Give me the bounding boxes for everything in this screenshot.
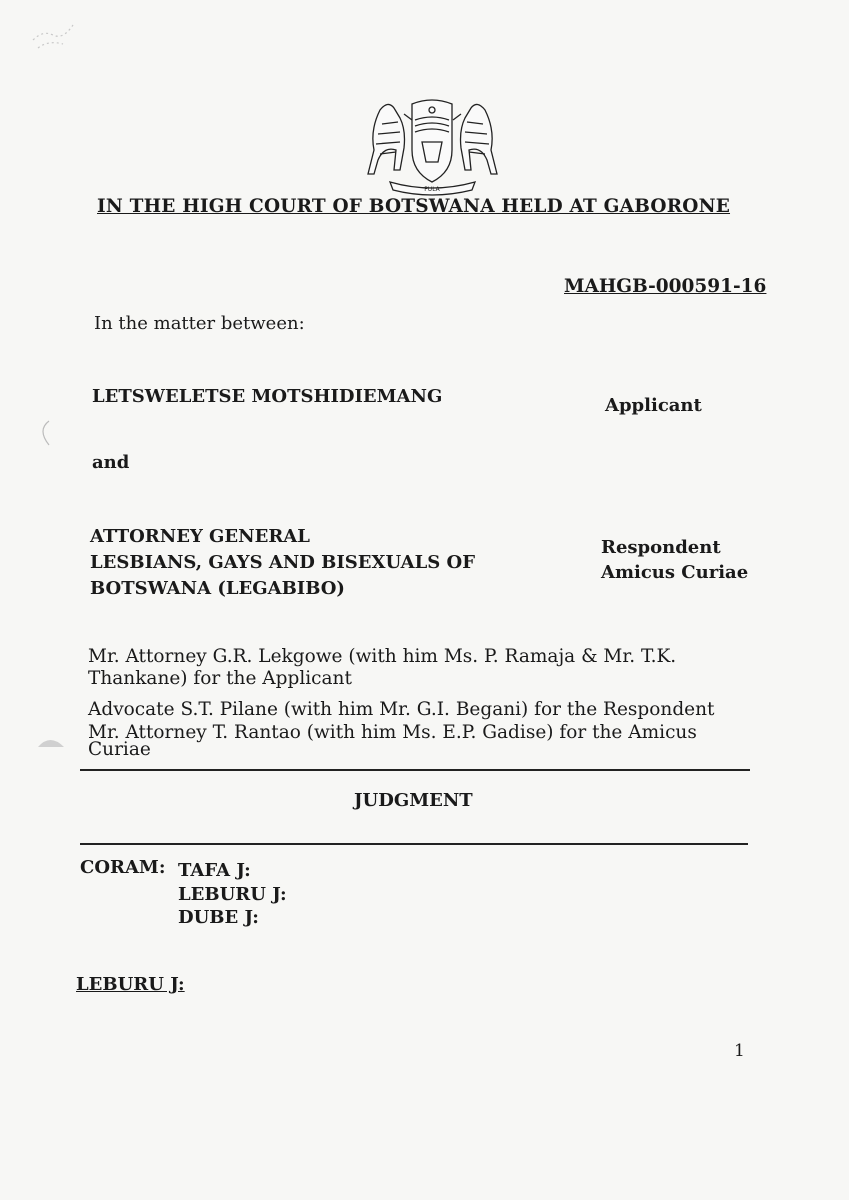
scan-smudge [28, 10, 88, 55]
counsel-line: Curiae [88, 739, 151, 760]
counsel-line: Mr. Attorney T. Rantao (with him Ms. E.P. Gadise) for the Amicus [88, 722, 697, 743]
matter-intro: In the matter between: [94, 313, 305, 334]
respondent-role: Respondent [601, 537, 721, 558]
amicus-name-line1: LESBIANS, GAYS AND BISEXUALS OF [90, 552, 475, 573]
scan-smudge [36, 733, 66, 749]
case-number: MAHGB-000591-16 [564, 276, 767, 297]
coram-judge: TAFA J: [178, 860, 251, 881]
court-title: IN THE HIGH COURT OF BOTSWANA HELD AT GABORONE [97, 196, 731, 217]
punch-hole-mark [34, 418, 54, 448]
conjunction: and [92, 452, 130, 473]
divider-line [80, 843, 748, 845]
counsel-line: Mr. Attorney G.R. Lekgowe (with him Ms. P. Ramaja & Mr. T.K. [88, 646, 677, 667]
judgment-heading: JUDGMENT [354, 790, 473, 811]
counsel-line: Advocate S.T. Pilane (with him Mr. G.I. Begani) for the Respondent [88, 699, 715, 720]
svg-text:PULA: PULA [424, 186, 440, 193]
coram-label: CORAM: [80, 857, 166, 878]
coram-judge: LEBURU J: [178, 884, 287, 905]
applicant-role: Applicant [605, 395, 702, 416]
botswana-coat-of-arms-icon [360, 90, 505, 200]
counsel-line: Thankane) for the Applicant [88, 668, 352, 689]
amicus-role: Amicus Curiae [601, 562, 749, 583]
amicus-name-line2: BOTSWANA (LEGABIBO) [90, 578, 345, 599]
coram-judge: DUBE J: [178, 907, 259, 928]
author-judge-heading: LEBURU J: [76, 974, 185, 995]
divider-line [80, 769, 750, 771]
respondent-name: ATTORNEY GENERAL [90, 526, 310, 547]
applicant-name: LETSWELETSE MOTSHIDIEMANG [92, 386, 443, 407]
page-number: 1 [734, 1041, 745, 1061]
